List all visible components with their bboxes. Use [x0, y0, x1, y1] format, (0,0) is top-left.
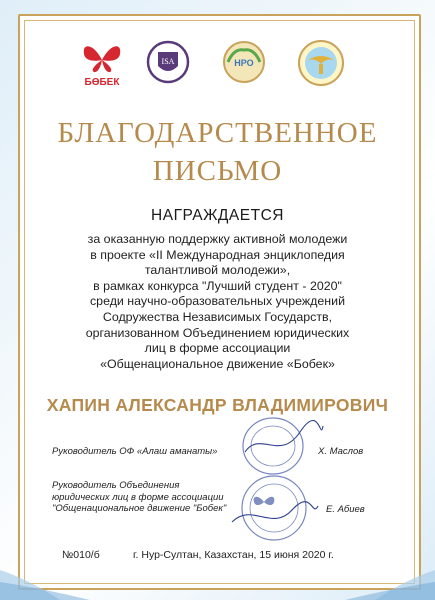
signer2-role-line: Руководитель Объединения	[52, 480, 180, 491]
seal-stamp-1	[225, 412, 325, 478]
logos-row	[70, 38, 365, 88]
award-reason	[40, 232, 395, 372]
eagle-emblem-logo	[296, 38, 346, 88]
signer2-role	[52, 480, 226, 515]
award-heading: НАГРАЖДАЕТСЯ	[151, 207, 284, 224]
corner-ornament-left	[0, 560, 120, 600]
nro-logo	[220, 38, 268, 88]
document-number: №010/б	[62, 549, 100, 561]
seal-stamp-2	[222, 472, 322, 544]
bobek-logo	[78, 38, 126, 88]
isa-logo	[146, 38, 190, 88]
reason-line: Содружества Независимых Государств,	[102, 309, 333, 324]
place-and-date: г. Нур-Султан, Казахстан, 15 июня 2020 г.	[133, 549, 334, 561]
reason-line: лиц в форме ассоциации	[144, 341, 291, 356]
certificate-title-line2: ПИСЬМО	[152, 155, 283, 187]
reason-line: среди научно-образовательных учреждений	[89, 294, 345, 309]
bobek-logo-text: БӨБЕК	[84, 77, 120, 88]
signer2-name: Е. Абиев	[326, 504, 365, 515]
butterfly-icon	[84, 46, 120, 72]
signer1-role: Руководитель ОФ «Алаш аманаты»	[52, 446, 218, 457]
signer1-name: Х. Маслов	[318, 446, 364, 457]
certificate-title-line1: БЛАГОДАРСТВЕННОЕ	[57, 117, 378, 149]
reason-line: в проекте «II Международная энциклопедия	[90, 247, 345, 262]
corner-ornament-right	[315, 560, 435, 600]
reason-line: в рамках конкурса "Лучший студент - 2020"	[93, 278, 342, 293]
reason-line: талантливой молодежи»,	[144, 263, 291, 278]
nro-logo-text: НРО	[234, 58, 254, 68]
signature-scribble-2	[232, 502, 318, 522]
signer2-role-line: юридических лиц в форме ассоциации	[52, 491, 224, 503]
reason-line: организованном Объединением юридических	[85, 325, 350, 340]
reason-line: за оказанную поддержку активной молодежи	[87, 232, 348, 246]
signature-scribble-1	[245, 420, 323, 452]
butterfly-icon	[254, 497, 275, 505]
signer2-role-line: "Общенациональное движение "Бобек"	[52, 503, 227, 514]
recipient-name: ХАПИН АЛЕКСАНДР ВЛАДИМИРОВИЧ	[46, 395, 389, 415]
isa-logo-text: ISA	[161, 57, 175, 66]
reason-line: «Общенациональное движение «Бобек»	[100, 356, 335, 371]
